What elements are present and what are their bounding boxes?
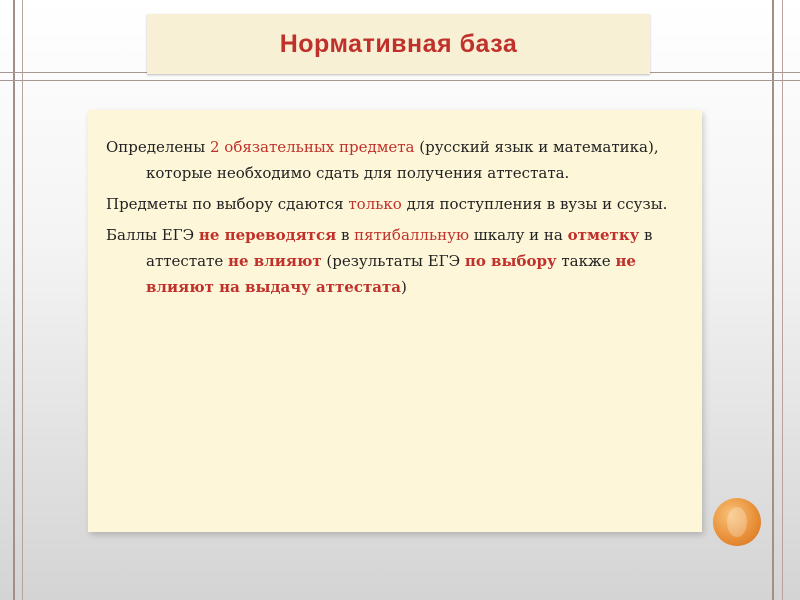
paragraph-3-segment: в аттестате (146, 226, 653, 270)
paragraph-2 (106, 191, 690, 217)
content-box (88, 110, 702, 532)
paragraph-1-segment: Определены (106, 138, 210, 156)
paragraph-3 (106, 222, 690, 300)
paragraph-1-segment: (русский язык и математика), которые необходимо сдать для получения аттестата. (146, 138, 659, 182)
slide-title-box (147, 14, 650, 74)
decorative-circle-icon (713, 498, 761, 546)
paragraph-2-segment: Предметы по выбору сдаются (106, 195, 349, 213)
content-text (106, 134, 690, 305)
frame-line-left-1 (13, 0, 15, 600)
paragraph-1-segment: 2 обязательных предмета (210, 138, 415, 156)
paragraph-3-segment: в (336, 226, 355, 244)
paragraph-3-segment: также (556, 252, 616, 270)
paragraph-1 (106, 134, 690, 186)
frame-line-top-2 (0, 80, 800, 81)
paragraph-3-segment: пятибалльную (354, 226, 470, 244)
paragraph-2-segment: только (348, 195, 402, 213)
paragraph-3-segment: шкалу и на (469, 226, 568, 244)
paragraph-2-segment: для поступления в вузы и ссузы. (401, 195, 668, 213)
paragraph-3-segment: отметку (567, 226, 640, 244)
paragraph-3-segment: не влияют (228, 252, 322, 270)
paragraph-3-segment: ) (401, 278, 407, 296)
paragraph-3-segment: Баллы ЕГЭ (106, 226, 199, 244)
paragraph-3-segment: не влияют на выдачу аттестата (146, 252, 636, 296)
paragraph-3-segment: (результаты ЕГЭ (321, 252, 465, 270)
paragraph-3-segment: не переводятся (198, 226, 337, 244)
paragraph-3-segment: по выбору (464, 252, 557, 270)
frame-line-right-2 (782, 0, 783, 600)
frame-line-left-2 (22, 0, 23, 600)
slide-title: Нормативная база (279, 29, 518, 58)
frame-line-right-1 (772, 0, 774, 600)
